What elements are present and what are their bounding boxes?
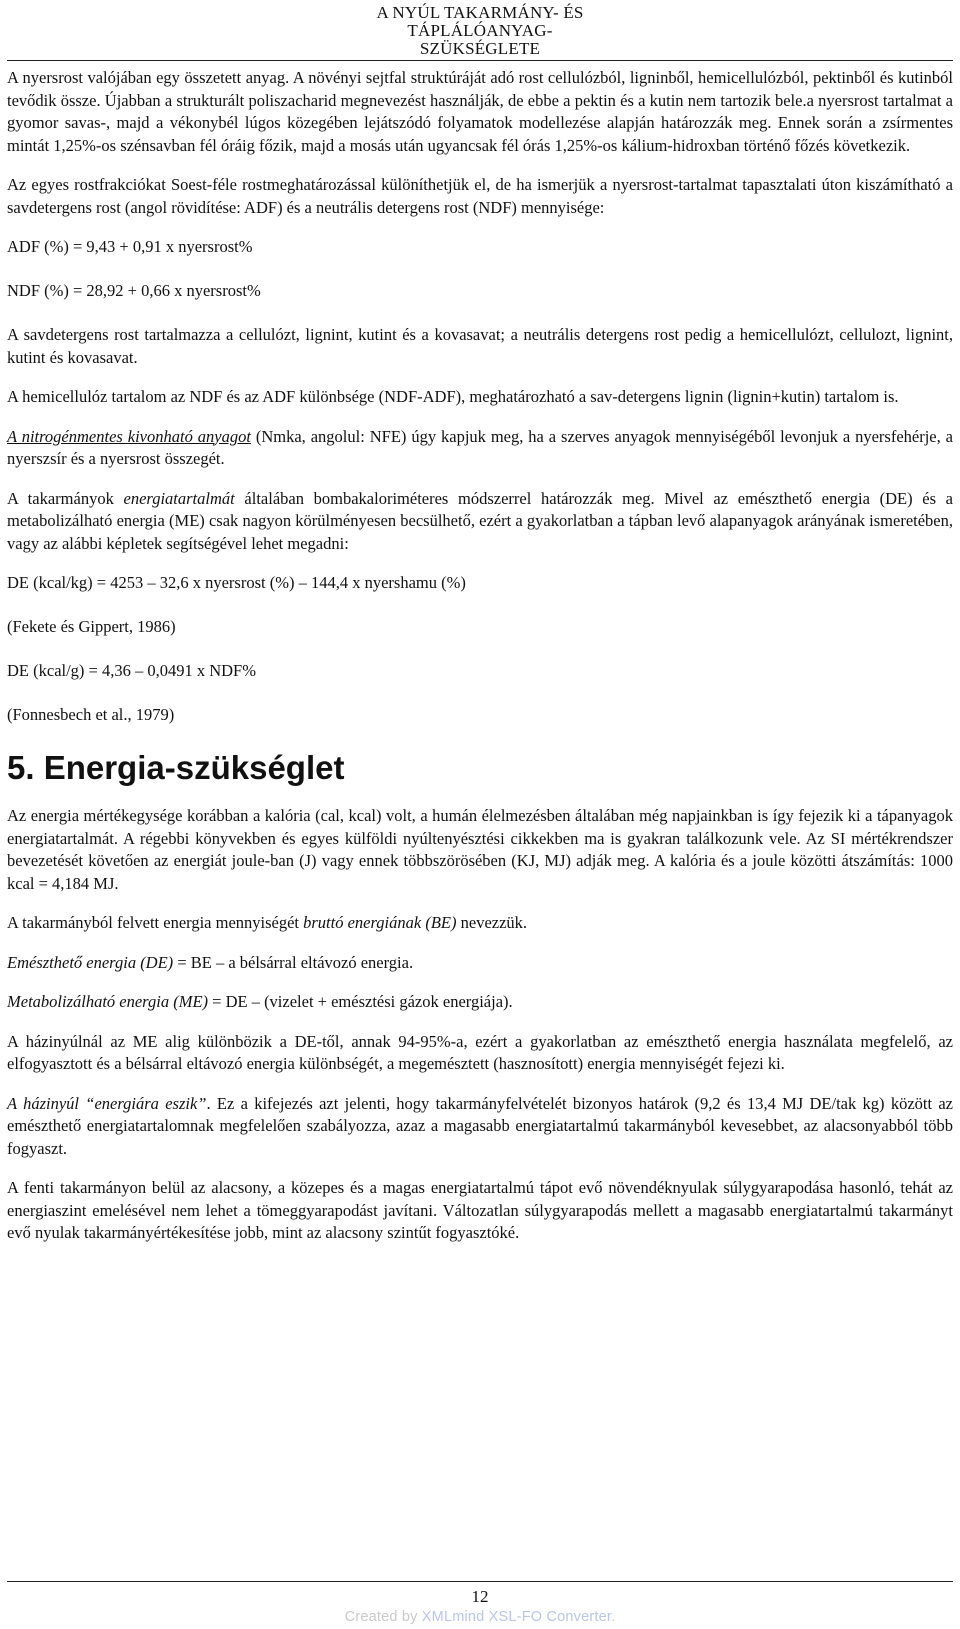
paragraph-gross-after: nevezzük. (456, 913, 528, 932)
creator-brand: XMLmind XSL-FO Converter (421, 1609, 612, 1625)
paragraph-fiber-intro: A nyersrost valójában egy összetett anyag. A növényi sejtfal struktúráját adó rost cellulózból, ligninből, hemicellulózból, pektinből és kutinból tevődik össze. Újabban a strukturált poliszacharid megnevezést használják, de ebbe a pektin és a kutin nem tartozik bele.a nyersrost tartalmat a gyomor savas-, majd a vékonybél lúgos közegében lejátszódó folyamatok modellezése alapján határozzák meg. Ennek során a zsírmentes mintát 1,25%-os szénsavban fél óráig főzik, majd a mosás után ugyancsak fél órás 1,25%-os kálium-hidroxban történő főzés következik. (7, 68, 953, 155)
creator-prefix: Created by (344, 1609, 422, 1625)
paragraph-gross-before: A takarmányból felvett energia mennyiségét (7, 913, 304, 932)
term-nfe: A nitrogénmentes kivonható anyagot (7, 426, 251, 446)
paragraph-digestible-after: = BE – a bélsárral eltávozó energia. (173, 952, 414, 972)
paragraph-nfe-text: (Nmka, angolul: NFE) úgy kapjuk meg, ha a szerves anyagok mennyiségéből levonjuk a nyersfehérje, a nyerszsír és a nyersrost összegét. (7, 426, 954, 468)
paragraph-gross-energy (7, 912, 953, 935)
page-number: 12 (471, 1587, 489, 1606)
creator-suffix: . (611, 1609, 616, 1625)
formula-ndf: NDF (%) = 28,92 + 0,66 x nyersrost% (7, 281, 261, 300)
formula-adf: ADF (%) = 9,43 + 0,91 x nyersrost% (7, 237, 253, 256)
paragraph-nfe (7, 426, 953, 471)
paragraph-weight-gain: A fenti takarmányon belül az alacsony, a közepes és a magas energiatartalmú tápot evő növendéknyulak súlygyarapodása hasonló, tehát az energiaszint emelésével nem lehet a tömeggyarapodást javítani. Változatlan súlygyarapodás mellett a magasabb energiatartalmú takarmányt evő nyulak takarmányértékesítése jobb, mint az alacsony szintűt fogyasztóké. (7, 1178, 953, 1242)
paragraph-metabolizable-energy (7, 991, 953, 1014)
paragraph-energy-eating (7, 1093, 953, 1161)
paragraph-energy-eating-after: . Ez a kifejezés azt jelenti, hogy takarmányfelvételét bizonyos határok (9,2 és 13,4 MJ DE/tak kg) között az emészthető energiatartalomnak megfelelően szabályozza, azaz a magasabb energiatartalmú takarmányból kevesebbet, az alacsonyabból több fogyaszt. (7, 1093, 953, 1158)
term-brutto-energia: bruttó energiának (BE) (303, 913, 457, 932)
paragraph-energy-units: Az energia mértékegysége korábban a kalória (cal, kcal) volt, a humán élelmezésben általában még napjainkban is így fejezik ki a tápanyagok energiatartalmát. A régebbi könyvekben és egyes külföldi nyúltenyésztési cikkekben ma is gyakran találkozunk vele. Az SI mértékrendszer bevezetését követően az energiát joule-ban (J) vagy ennek többszörösében (KJ, MJ) adják meg. A kalória és a joule közötti átszámítás: 1000 kcal = 4,184 MJ. (7, 806, 953, 893)
creator-watermark (0, 1609, 960, 1625)
term-energiara-eszik: A házinyúl “energiára eszik” (7, 1093, 207, 1113)
paragraph-energy-after: általában bombakaloriméteres módszerrel határozzák meg. Mivel az emészthető energia (DE) és a metabolizálható energia (ME) csak nagyon körülményesen becsülhető, ezért a gyakorlatban a tápban levő alapanyagok arányának ismeretében, vagy az alábbi képletek segítségével lehet megadni: (7, 488, 954, 553)
section-title: 5. Energia-szükséglet (7, 749, 345, 786)
running-header (7, 0, 953, 61)
term-energiatartalom: energiatartalmát (123, 488, 235, 508)
paragraph-energy-before: A takarmányok (7, 488, 124, 508)
paragraph-metabolizable-after: = DE – (vizelet + emésztési gázok energiája). (208, 992, 513, 1011)
formula-de-kcal-kg: DE (kcal/kg) = 4253 – 32,6 x nyersrost (%) – 144,4 x nyershamu (%) (7, 573, 466, 592)
term-metabolizable-energy: Metabolizálható energia (ME) (7, 992, 209, 1011)
header-line-3: SZÜKSÉGLETE (419, 39, 541, 58)
paragraph-me-de: A házinyúlnál az ME alig különbözik a DE-től, annak 94-95%-a, ezért a gyakorlatban az emészthető energia használata megfelelő, az elfogyasztott és a bélsárral eltávozó energia különbségét, a megemésztett (hasznosított) energia mennyiségét fejezi ki. (7, 1031, 953, 1073)
header-line-2: TÁPLÁLÓANYAG- (407, 21, 553, 40)
paragraph-hemicellulose: A hemicellulóz tartalom az NDF és az ADF különbsége (NDF-ADF), meghatározható a sav-detergens lignin (lignin+kutin) tartalom is. (7, 387, 899, 406)
paragraph-soest: Az egyes rostfrakciókat Soest-féle rostmeghatározással különíthetjük el, de ha ismerjük a nyersrost-tartalmat tapasztalati úton kiszámítható a savdetergens rost (angol rövidítése: ADF) és a neutrális detergens rost (NDF) mennyisége: (7, 175, 953, 217)
term-digestible-energy: Emészthető energia (DE) (7, 952, 174, 972)
paragraph-savdetergens: A savdetergens rost tartalmazza a cellulózt, lignint, kutint és a kovasavat; a neutrális detergens rost pedig a hemicellulózt, cellulozt, lignint, kutint és kovasavat. (7, 325, 953, 367)
reference-fekete-gippert: (Fekete és Gippert, 1986) (7, 617, 176, 636)
paragraph-energy-content (7, 488, 953, 556)
paragraph-digestible-energy (7, 952, 953, 975)
header-line-1: A NYÚL TAKARMÁNY- ÉS (376, 3, 584, 22)
page-content (7, 0, 953, 1262)
reference-fonnesbech: (Fonnesbech et al., 1979) (7, 705, 175, 724)
footer-divider (7, 1581, 953, 1582)
formula-de-kcal-g: DE (kcal/g) = 4,36 – 0,0491 x NDF% (7, 661, 256, 680)
